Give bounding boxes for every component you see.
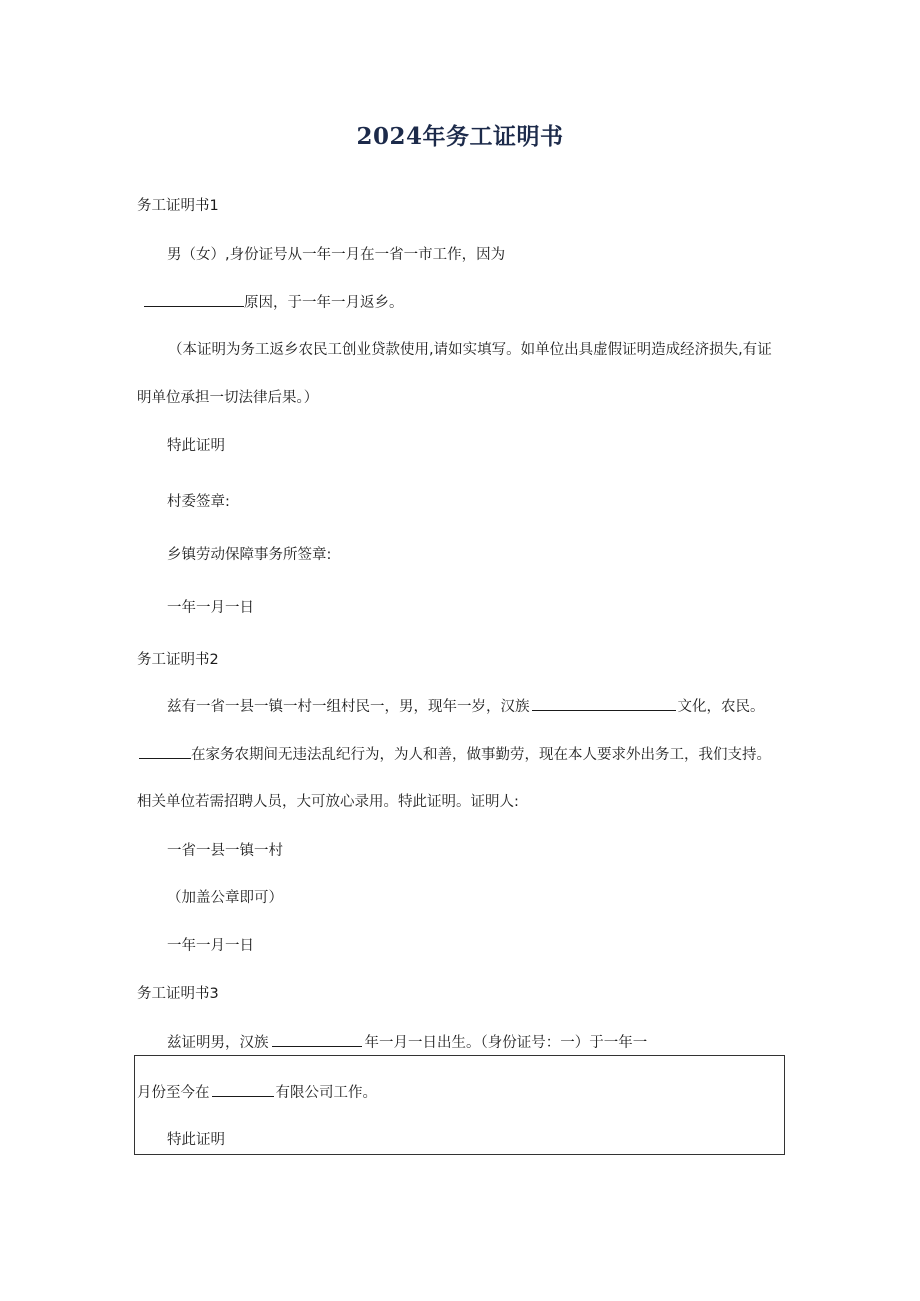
section-1-paragraph-7: 一年一月一日 <box>167 600 254 616</box>
section-2-paragraph-2 <box>139 744 771 765</box>
section-2-paragraph-2-text: 在家务农期间无违法乱纪行为，为人和善，做事勤劳，现在本人要求外出务工，我们支持。 <box>191 747 771 763</box>
section-1-paragraph-2 <box>144 292 404 313</box>
section-2-paragraph-1 <box>167 696 765 717</box>
section-1-paragraph-5: 村委签章: <box>167 494 230 510</box>
section-2-paragraph-1-end: 文化，农民。 <box>677 699 765 715</box>
section-2-paragraph-4: 一省一县一镇一村 <box>167 843 283 859</box>
section-1-paragraph-2-text: 原因，于一年一月返乡。 <box>244 295 404 311</box>
section-1-paragraph-4: 特此证明 <box>167 438 225 454</box>
section-3-paragraph-2-start: 月份至今在 <box>137 1085 210 1101</box>
section-2-paragraph-1-start: 兹有一省一县一镇一村一组村民一，男，现年一岁，汉族 <box>167 699 530 715</box>
section-3-heading: 务工证明书3 <box>137 986 219 1002</box>
section-2-paragraph-3: 相关单位若需招聘人员，大可放心录用。特此证明。证明人: <box>137 794 519 810</box>
section-3-paragraph-1-end: 年一月一日出生。（身份证号：一）于一年一 <box>364 1035 648 1051</box>
fill-blank-name <box>139 744 191 759</box>
section-1-paragraph-3b: 明单位承担一切法律后果。） <box>137 390 319 406</box>
section-3-paragraph-2-end: 有限公司工作。 <box>275 1085 377 1101</box>
document-title: 2024年务工证明书 <box>356 123 564 150</box>
section-3-paragraph-1 <box>167 1032 647 1053</box>
section-1-heading: 务工证明书1 <box>137 198 219 214</box>
fill-blank-education <box>532 696 676 711</box>
section-2-paragraph-5: （加盖公章即可） <box>167 890 283 906</box>
text-frame <box>134 1055 785 1155</box>
section-1-paragraph-3a: （本证明为务工返乡农民工创业贷款使用,请如实填写。如单位出具虚假证明造成经济损失,有证 <box>168 342 772 358</box>
section-1-paragraph-6: 乡镇劳动保障事务所签章: <box>167 547 332 563</box>
fill-blank-reason <box>144 292 244 307</box>
section-3-paragraph-1-start: 兹证明男，汉族 <box>167 1035 269 1051</box>
fill-blank-birth-year <box>272 1032 362 1047</box>
section-1-paragraph-1: 男（女）,身份证号从一年一月在一省一市工作，因为 <box>167 247 506 263</box>
fill-blank-company <box>212 1082 274 1097</box>
section-2-heading: 务工证明书2 <box>137 652 219 668</box>
section-3-paragraph-3: 特此证明 <box>167 1132 225 1148</box>
section-3-paragraph-2 <box>137 1082 377 1103</box>
section-2-paragraph-6: 一年一月一日 <box>167 938 254 954</box>
